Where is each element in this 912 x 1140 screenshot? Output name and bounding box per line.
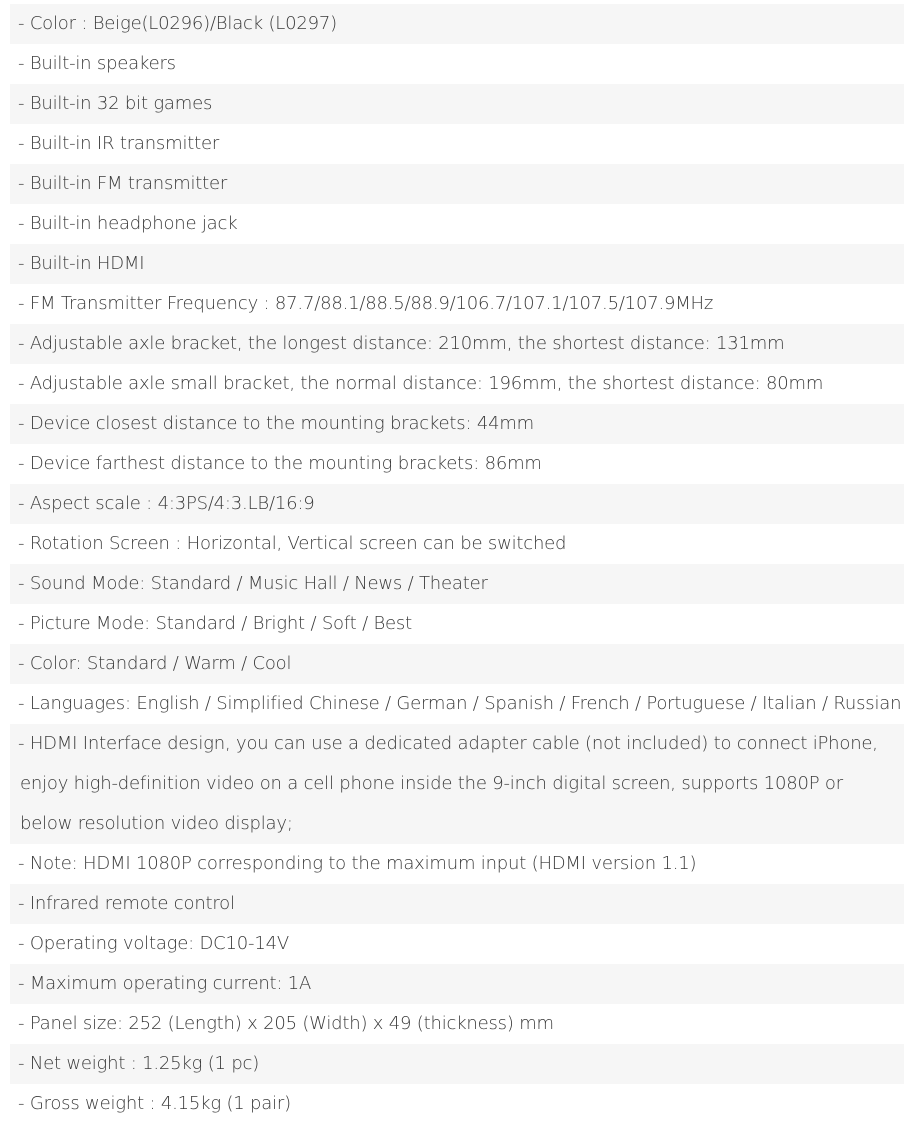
spec-hdmi-interface [10, 724, 904, 844]
spec-hdmi-interface-line-3: below resolution video display; [20, 813, 293, 834]
spec-list [0, 4, 912, 1124]
spec-remote-control: - Infrared remote control [10, 884, 904, 924]
spec-aspect-scale: - Aspect scale : 4:3PS/4:3.LB/16:9 [10, 484, 904, 524]
spec-axle-small-bracket: - Adjustable axle small bracket, the normal distance: 196mm, the shortest distance: 80mm [18, 373, 824, 394]
spec-picture-mode: - Picture Mode: Standard / Bright / Soft / Best [18, 613, 412, 634]
spec-hdmi-interface-line-1: - HDMI Interface design, you can use a dedicated adapter cable (not included) to connect iPhone, [18, 733, 878, 754]
spec-operating-current: - Maximum operating current: 1A [10, 964, 904, 1004]
spec-ir-transmitter: - Built-in IR transmitter [18, 133, 220, 154]
spec-closest-distance: - Device closest distance to the mounting brackets: 44mm [10, 404, 904, 444]
spec-color: - Color : Beige(L0296)/Black (L0297) [10, 4, 904, 44]
spec-games: - Built-in 32 bit games [10, 84, 904, 124]
spec-color-mode: - Color: Standard / Warm / Cool [10, 644, 904, 684]
spec-hdmi: - Built-in HDMI [10, 244, 904, 284]
spec-farthest-distance: - Device farthest distance to the mounting brackets: 86mm [18, 453, 542, 474]
spec-rotation-screen: - Rotation Screen : Horizontal, Vertical screen can be switched [18, 533, 567, 554]
spec-hdmi-note: - Note: HDMI 1080P corresponding to the maximum input (HDMI version 1.1) [18, 853, 697, 874]
spec-fm-transmitter: - Built-in FM transmitter [10, 164, 904, 204]
spec-fm-frequency: - FM Transmitter Frequency : 87.7/88.1/88.5/88.9/106.7/107.1/107.5/107.9MHz [18, 293, 714, 314]
spec-gross-weight: - Gross weight : 4.15kg (1 pair) [18, 1093, 291, 1114]
spec-languages: - Languages: English / Simplified Chinese / German / Spanish / French / Portuguese / Italian / Russian [18, 693, 902, 714]
spec-speakers: - Built-in speakers [18, 53, 176, 74]
spec-operating-voltage: - Operating voltage: DC10-14V [18, 933, 289, 954]
spec-panel-size: - Panel size: 252 (Length) x 205 (Width) x 49 (thickness) mm [18, 1013, 554, 1034]
spec-axle-bracket: - Adjustable axle bracket, the longest distance: 210mm, the shortest distance: 131mm [10, 324, 904, 364]
spec-hdmi-interface-line-2: enjoy high-definition video on a cell phone inside the 9-inch digital screen, supports 1080P or [20, 773, 843, 794]
spec-net-weight: - Net weight : 1.25kg (1 pc) [10, 1044, 904, 1084]
spec-sound-mode: - Sound Mode: Standard / Music Hall / News / Theater [10, 564, 904, 604]
spec-headphone-jack: - Built-in headphone jack [18, 213, 238, 234]
